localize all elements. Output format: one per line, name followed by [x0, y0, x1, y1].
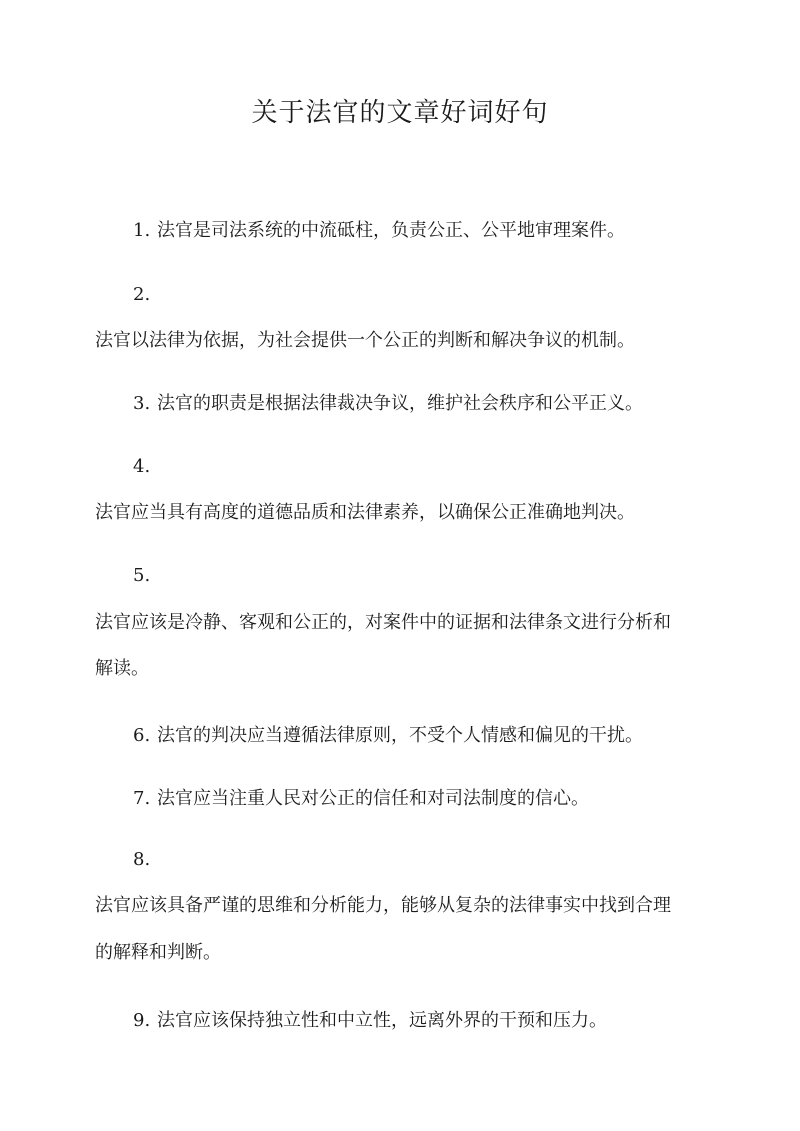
item-number: 2. — [133, 284, 151, 305]
document-title: 关于法官的文章好词好句 — [251, 98, 549, 128]
item-text: 法官是司法系统的中流砥柱，负责公正、公平地审理案件。 — [157, 220, 625, 241]
item-number: 6. — [133, 725, 151, 746]
item-text: 法官应该保持独立性和中立性，远离外界的干预和压力。 — [157, 1010, 607, 1031]
list-item-2-number — [133, 282, 157, 308]
list-item-8-text-line-2: 的解释和判断。 — [95, 942, 221, 963]
list-item-6 — [133, 723, 643, 749]
item-text: 法官的判决应当遵循法律原则，不受个人情感和偏见的干扰。 — [157, 725, 643, 746]
item-number: 4. — [133, 456, 151, 477]
list-item-2-text: 法官以法律为依据，为社会提供一个公正的判断和解决争议的机制。 — [95, 330, 635, 351]
list-item-4-text: 法官应当具有高度的道德品质和法律素养，以确保公正准确地判决。 — [95, 502, 635, 523]
list-item-9 — [133, 1008, 607, 1034]
list-item-8-text-line-1: 法官应该具备严谨的思维和分析能力，能够从复杂的法律事实中找到合理 — [95, 895, 671, 916]
item-number: 9. — [133, 1010, 151, 1031]
list-item-5-number — [133, 563, 157, 589]
list-item-5-text-line-1: 法官应该是冷静、客观和公正的，对案件中的证据和法律条文进行分析和 — [95, 612, 671, 633]
list-item-4-number — [133, 454, 157, 480]
list-item-8-number — [133, 847, 157, 873]
item-number: 5. — [133, 565, 151, 586]
item-number: 7. — [133, 788, 151, 809]
list-item-3 — [133, 391, 643, 417]
item-number: 1. — [133, 220, 151, 241]
item-number: 8. — [133, 849, 151, 870]
list-item-5-text-line-2: 解读。 — [95, 658, 149, 679]
item-text: 法官应当注重人民对公正的信任和对司法制度的信心。 — [157, 788, 589, 809]
item-number: 3. — [133, 393, 151, 414]
list-item-1 — [133, 218, 625, 244]
item-text: 法官的职责是根据法律裁决争议，维护社会秩序和公平正义。 — [157, 393, 643, 414]
list-item-7 — [133, 786, 589, 812]
